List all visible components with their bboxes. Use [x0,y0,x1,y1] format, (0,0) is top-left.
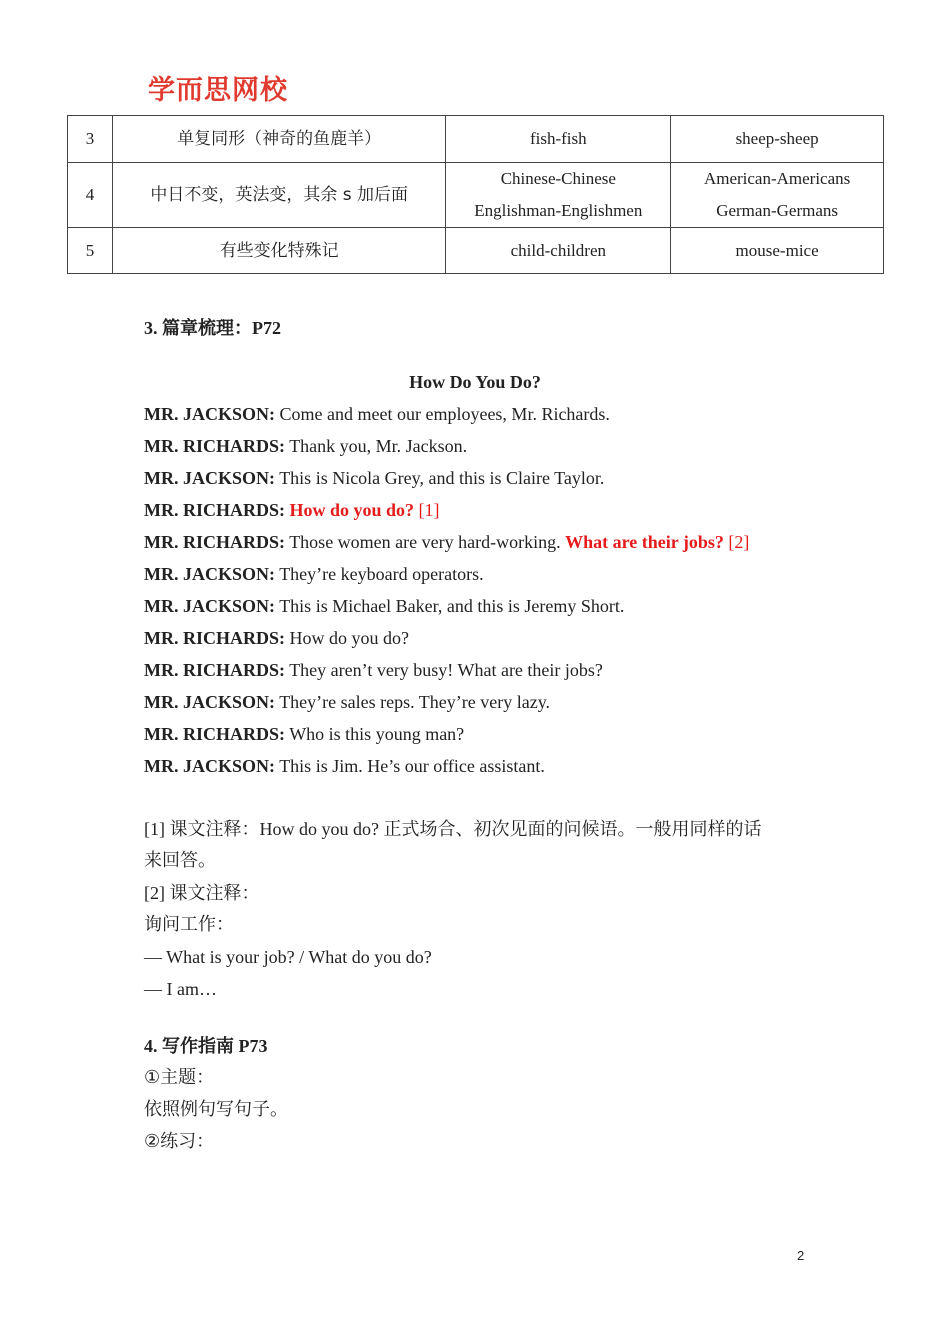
note-marker: [2] [144,883,165,903]
section-title: 写作指南 [162,1036,234,1057]
note-marker: [1] [144,819,165,839]
example-text: Englishman-Englishmen [474,201,643,220]
speaker: MR. RICHARDS: [144,660,285,680]
rule-cell: 有些变化特殊记 [112,228,446,274]
note-english: How do you do? [259,819,379,839]
dialogue [144,402,749,786]
table-row [68,116,884,163]
speaker: MR. JACKSON: [144,692,275,712]
page-number: 2 [797,1248,805,1263]
brand-logo: 学而思网校 [148,75,288,106]
example-cell [671,163,884,228]
note-text: 正式场合、初次见面的问候语。一般用同样的话 [383,819,762,840]
table-row [68,163,884,228]
example-text: sheep-sheep [735,129,819,148]
section-title: 篇章梳理： [162,318,252,339]
note-1 [144,815,824,847]
note-label: 课文注释： [169,819,260,840]
footnote-mark: [1] [418,500,440,520]
example-text: German-Germans [716,201,838,220]
text-notes [144,815,824,1007]
example-cell [671,228,884,274]
highlight-text: What are their jobs? [565,532,724,552]
example-text: mouse-mice [735,240,819,260]
dialogue-line [144,754,749,786]
example-cell [446,163,671,228]
line-text: Who is this young man? [289,724,465,744]
dialogue-line [144,626,749,658]
dialogue-line [144,498,749,530]
rule-cell: 中日不变，英法变，其余 s 加后面 [112,163,446,228]
speaker: MR. JACKSON: [144,404,275,424]
dialogue-line [144,658,749,690]
example-cell [446,228,671,274]
section-page: P72 [252,318,281,338]
dialogue-line [144,466,749,498]
speaker: MR. JACKSON: [144,468,275,488]
line-text: Those women are very hard-working. [289,532,561,552]
highlight-text: How do you do? [289,500,415,520]
note-1-continued: 来回答。 [144,850,216,871]
line-text: How do you do? [289,628,409,648]
dialogue-title: How Do You Do? [409,372,541,392]
dialogue-line [144,402,749,434]
row-number: 4 [68,163,113,228]
section-4 [144,1032,288,1160]
speaker: MR. RICHARDS: [144,500,285,520]
topic-label: ①主题： [144,1067,215,1088]
dialogue-line [144,594,749,626]
line-text: This is Jim. He’s our office assistant. [279,756,545,776]
section-page: P73 [238,1036,268,1056]
line-text: This is Michael Baker, and this is Jeremy Short. [279,596,625,616]
section-number: 3. [144,318,158,338]
section-4-heading [144,1032,288,1064]
dialogue-line [144,562,749,594]
example-text: Chinese-Chinese [500,169,616,188]
speaker: MR. JACKSON: [144,564,275,584]
line-text: Thank you, Mr. Jackson. [289,436,468,456]
speaker: MR. RICHARDS: [144,436,285,456]
example-text: fish-fish [529,129,587,148]
row-number: 3 [68,116,113,163]
example-cell [671,116,884,163]
example-answer: — I am… [144,979,217,999]
dialogue-line [144,722,749,754]
footnote-mark: [2] [728,532,750,552]
dialogue-line [144,690,749,722]
section-3-heading [144,314,281,340]
line-text: They aren’t very busy! What are their jobs? [289,660,603,680]
row-number: 5 [68,228,113,274]
line-text: They’re keyboard operators. [279,564,484,584]
speaker: MR. RICHARDS: [144,532,285,552]
speaker: MR. RICHARDS: [144,628,285,648]
practice-label: ②练习： [144,1131,215,1152]
table-row [68,228,884,274]
speaker: MR. RICHARDS: [144,724,285,744]
note-2 [144,879,824,911]
example-text: American-Americans [703,169,851,188]
note-label: 课文注释： [169,883,260,904]
example-question: — What is your job? / What do you do? [144,947,432,967]
speaker: MR. JACKSON: [144,756,275,776]
line-text: This is Nicola Grey, and this is Claire Taylor. [279,468,605,488]
speaker: MR. JACKSON: [144,596,275,616]
dialogue-line [144,434,749,466]
line-text: Come and meet our employees, Mr. Richards. [279,404,610,424]
dialogue-line [144,530,749,562]
topic-text: 依照例句写句子。 [144,1099,288,1120]
example-cell [446,116,671,163]
section-number: 4. [144,1036,158,1056]
example-text: child-children [510,240,606,260]
plural-rules-table [67,115,884,274]
rule-cell: 单复同形（神奇的鱼鹿羊） [112,116,446,163]
note-2-subtitle: 询问工作： [144,914,234,935]
line-text: They’re sales reps. They’re very lazy. [279,692,551,712]
